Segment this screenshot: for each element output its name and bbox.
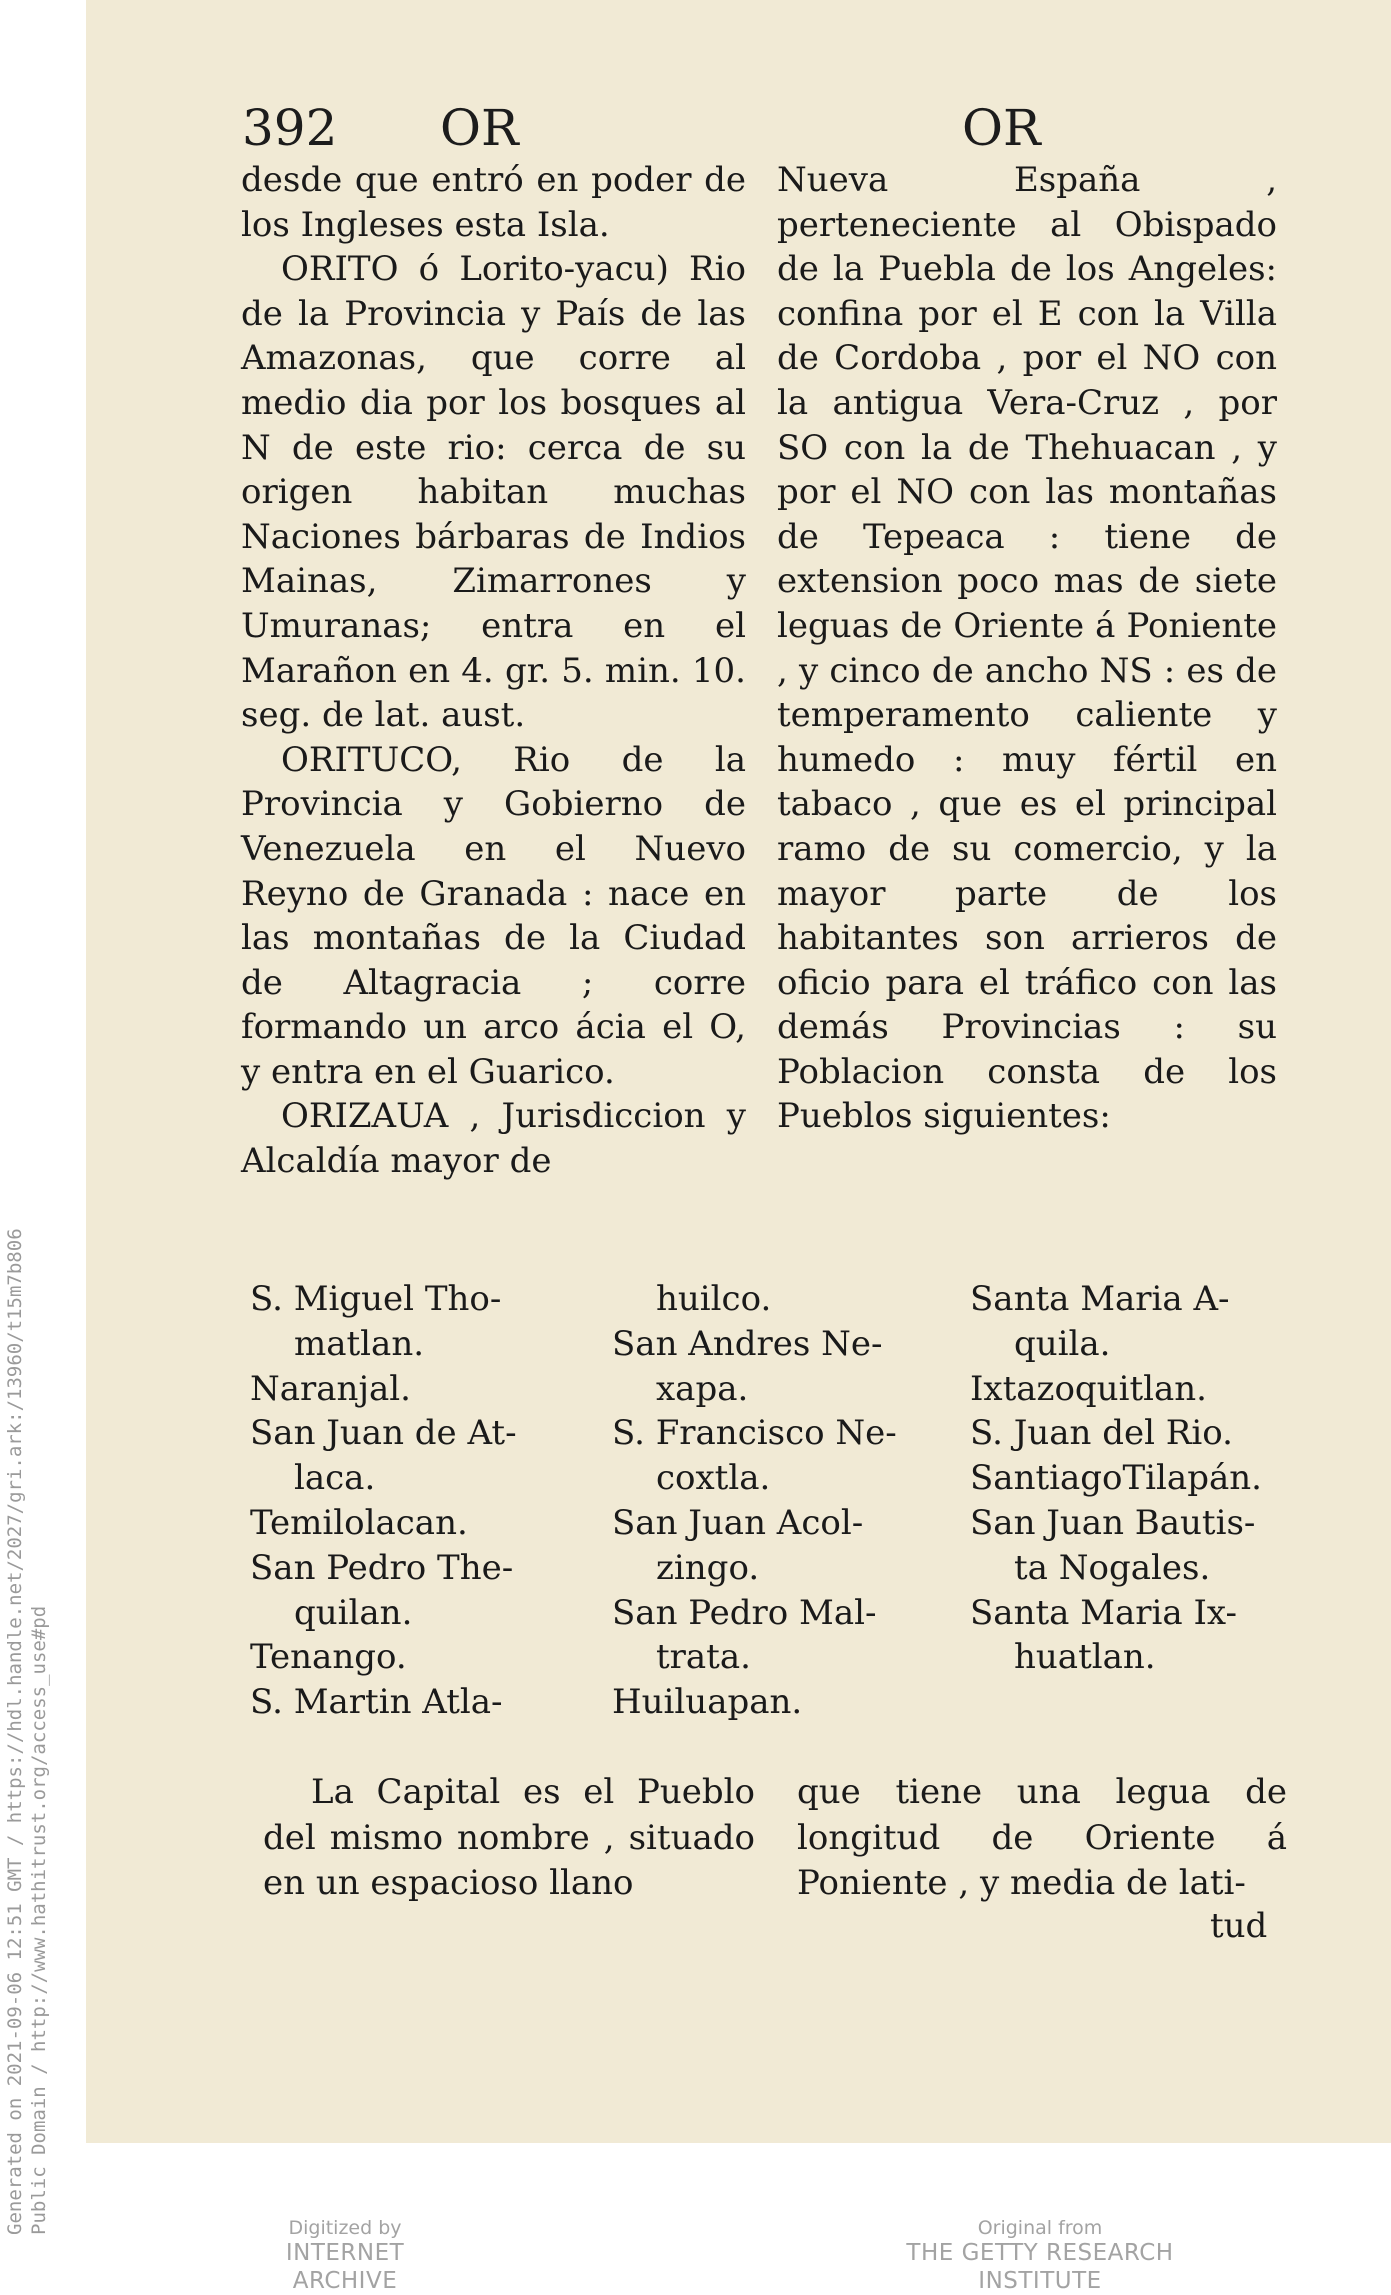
town-list-item: Santa Maria A- [970, 1279, 1230, 1319]
town-list-item: quilan. [294, 1592, 413, 1633]
town-list-item: San Pedro The- [250, 1547, 514, 1588]
catchword: tud [1210, 1906, 1268, 1946]
town-list-item: S. Francisco Ne- [612, 1413, 897, 1454]
town-list-item: S. Miguel Tho- [250, 1279, 502, 1319]
running-head-right: OR [962, 99, 1041, 157]
town-list-item: huilco. [656, 1279, 772, 1319]
internet-archive-label: INTERNET ARCHIVE [285, 2240, 405, 2294]
entry-orizaua: ORIZAUA , Jurisdiccion y Alcaldía mayor de [241, 1096, 746, 1182]
town-list-item: S. Martin Atla- [250, 1682, 503, 1723]
town-list-item: xapa. [656, 1368, 749, 1409]
closing-paragraph-left [263, 1770, 755, 1907]
town-list-item: Temilolacan. [250, 1502, 468, 1543]
town-list-item: SantiagoTilapán. [970, 1458, 1262, 1499]
original-from-label: Original from [977, 2217, 1103, 2239]
town-list-item: coxtla. [656, 1458, 771, 1499]
town-list-item: San Andres Ne- [612, 1323, 883, 1364]
town-list-item: laca. [294, 1458, 376, 1499]
stamp-line-generated: Generated on 2021-09-06 12:51 GMT / https://hdl.handle.net/2027/gri.ark:/13960/t15m7b806 [4, 1228, 26, 2235]
page-number: 392 [242, 99, 338, 157]
towns-list-column-3 [970, 1277, 1300, 1680]
digitized-by-label: Digitized by [288, 2217, 402, 2239]
closing-text-right: que tiene una legua de longitud de Oriente á Poniente , y media de lati- [797, 1772, 1287, 1903]
left-text-column [241, 158, 746, 1184]
hathitrust-stamp [0, 1150, 60, 2250]
towns-list-column-2 [612, 1277, 942, 1725]
town-list-item: San Juan de At- [250, 1413, 517, 1454]
town-list-item: quila. [1014, 1323, 1111, 1364]
town-list-item: Tenango. [250, 1637, 407, 1678]
original-from-credit [850, 2217, 1230, 2295]
entry-orituco: ORITUCO, Rio de la Provincia y Gobierno de Venezuela en el Nuevo Reyno de Granada : nace en las montañas de la Ciudad de Altagracia ; corre formando un arco ácia el O, y entra en el Guarico. [241, 739, 746, 1092]
town-list-item: trata. [656, 1637, 751, 1678]
stamp-line-public-domain: Public Domain / http://www.hathitrust.org/access_use#pd [28, 1605, 50, 2235]
town-list-item: San Juan Bautis- [970, 1502, 1256, 1543]
town-list-item: S. Juan del Rio. [970, 1413, 1233, 1454]
entry-orito: ORITO ó Lorito-yacu) Rio de la Provincia y País de las Amazonas, que corre al medio dia por los bosques al N de este rio: cerca de su origen habitan muchas Naciones bárbaras de Indios Mainas, Zimarrones y Umuranas; entra en el Marañon en 4. gr. 5. min. 10. seg. de lat. aust. [241, 249, 746, 736]
town-list-item: San Juan Acol- [612, 1502, 864, 1543]
town-list-item: Huiluapan. [612, 1682, 803, 1723]
town-list-item: Ixtazoquitlan. [970, 1368, 1207, 1409]
town-list-item: Naranjal. [250, 1368, 411, 1409]
town-list-item: matlan. [294, 1323, 425, 1364]
entry-orizaua-continued: Nueva España , perteneciente al Obispado de la Puebla de los Angeles: confina por el E con la Villa de Cordoba , por el NO con la antigua Vera-Cruz , por SO con la de Thehuacan , y por el NO con las montañas de Tepeaca : tiene de extension poco mas de siete leguas de Oriente á Poniente , y cinco de ancho NS : es de temperamento caliente y humedo : muy fértil en tabaco , que es el principal ramo de su comercio, y la mayor parte de los habitantes son arrieros de oficio para el tráfico con las demás Provincias : su Poblacion consta de los Pueblos siguientes: [777, 160, 1277, 1137]
town-list-item: Santa Maria Ix- [970, 1592, 1237, 1633]
running-head-left: OR [440, 99, 519, 157]
towns-list-column-1 [250, 1277, 580, 1725]
town-list-item: San Pedro Mal- [612, 1592, 877, 1633]
digitized-by-credit [230, 2217, 460, 2295]
right-text-column [777, 158, 1277, 1139]
paragraph-continuation: desde que entró en poder de los Ingleses esta Isla. [241, 160, 746, 245]
town-list-item: huatlan. [1014, 1637, 1156, 1678]
closing-paragraph-right [797, 1770, 1287, 1907]
closing-text-left: La Capital es el Pueblo del mismo nombre , situado en un espacioso llano [263, 1772, 755, 1903]
town-list-item: ta Nogales. [1014, 1547, 1211, 1588]
town-list-item: zingo. [656, 1547, 760, 1588]
getty-institute-label: THE GETTY RESEARCH INSTITUTE [906, 2240, 1174, 2294]
page-number-header [242, 98, 337, 158]
